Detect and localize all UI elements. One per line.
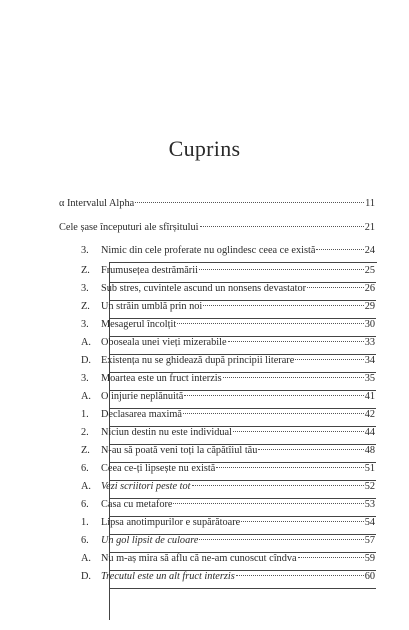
dot-leader — [177, 323, 363, 324]
toc-entry-alpha — [59, 197, 375, 211]
toc-subentry — [81, 408, 375, 422]
dot-leader — [203, 305, 363, 306]
toc-subentry-text: Frumusețea destrămării — [101, 265, 198, 276]
toc-subentry-page: 51 — [364, 463, 375, 474]
toc-subentry-page: 52 — [364, 481, 375, 492]
toc-subentry-text: Un gol lipsit de culoare — [101, 535, 199, 546]
toc-subentry — [81, 372, 375, 386]
toc-subentry-number: 1. — [81, 409, 89, 420]
toc-subentry-number: 6. — [81, 535, 89, 546]
dot-leader — [236, 575, 364, 576]
dot-leader — [316, 249, 363, 250]
dot-leader — [192, 485, 364, 486]
toc-subentry-text: O injurie neplănuită — [101, 391, 184, 402]
toc-entry-text: α Intervalul Alpha — [59, 198, 135, 209]
toc-subentry — [81, 480, 375, 494]
toc-subentry-page: 33 — [364, 337, 375, 348]
dot-leader — [295, 359, 363, 360]
toc-subentry-page: 25 — [364, 265, 375, 276]
toc-subentry-number: 6. — [81, 499, 89, 510]
dot-leader — [233, 431, 364, 432]
toc-subentry-number: 1. — [81, 517, 89, 528]
toc-subentry-page: 34 — [364, 355, 375, 366]
toc-subentry-page: 35 — [364, 373, 375, 384]
toc-subentry-page: 44 — [364, 427, 375, 438]
toc-subentry — [81, 318, 375, 332]
toc-subentry-text: Nu m-aș mira să aflu că ne-am cunoscut cîndva — [101, 553, 297, 564]
toc-subentry-number: Z. — [81, 301, 90, 312]
toc-subentry-text: Ceea ce-ți lipsește nu există — [101, 463, 216, 474]
toc-entry-sase-inceputuri — [59, 221, 375, 235]
toc-subentry — [81, 300, 375, 314]
toc-subentry-page: 24 — [364, 245, 375, 256]
toc-subentry-page: 53 — [364, 499, 375, 510]
dot-leader — [183, 413, 364, 414]
dot-leader — [307, 287, 364, 288]
dot-leader — [298, 557, 364, 558]
toc-subentry-number: Z. — [81, 265, 90, 276]
toc-subentry-number: A. — [81, 391, 92, 402]
toc-subentry — [81, 534, 375, 548]
toc-subentry — [81, 264, 375, 278]
toc-subentry-text: N-au să poată veni toți la căpătîiul tău — [101, 445, 258, 456]
toc-subentry-text: Existența nu se ghidează după principii literare — [101, 355, 295, 366]
toc-subentry — [81, 426, 375, 440]
toc-subentry-page: 26 — [364, 283, 375, 294]
dot-leader — [241, 521, 363, 522]
dot-leader — [258, 449, 363, 450]
toc-subentry — [81, 336, 375, 350]
toc-subentry-text: Declasarea maximă — [101, 409, 182, 420]
toc-subentry-number: 6. — [81, 463, 89, 474]
dot-leader — [223, 377, 364, 378]
dot-leader — [199, 269, 364, 270]
dot-leader — [135, 202, 364, 203]
toc-subentry — [81, 570, 375, 584]
toc-subentry-number: A. — [81, 481, 92, 492]
toc-subentry-page: 57 — [364, 535, 375, 546]
toc-subentry-page: 42 — [364, 409, 375, 420]
toc-subentry — [81, 552, 375, 566]
toc-subentry-number: 3. — [81, 283, 89, 294]
toc-subentry — [81, 282, 375, 296]
toc-subentry-page: 48 — [364, 445, 375, 456]
dot-leader — [173, 503, 363, 504]
toc-subentry-page: 41 — [364, 391, 375, 402]
toc-subentry-text: Trecutul este un alt fruct interzis — [101, 571, 235, 582]
toc-subentry-text: Casa cu metafore — [101, 499, 173, 510]
dot-leader — [216, 467, 363, 468]
toc-subentry-text: Vezi scriitori peste tot — [101, 481, 191, 492]
subentries-table-frame — [109, 262, 377, 620]
toc-subentry-number: Z. — [81, 445, 90, 456]
toc-subentry-number: 3. — [81, 319, 89, 330]
toc-subentry-text: Sub stres, cuvintele ascund un nonsens devastator — [101, 283, 307, 294]
toc-subentry-page: 60 — [364, 571, 375, 582]
toc-subentry — [81, 462, 375, 476]
toc-subentry-text: Un străin umblă prin noi — [101, 301, 203, 312]
toc-subentry-page: 29 — [364, 301, 375, 312]
toc-subentry-page: 54 — [364, 517, 375, 528]
toc-entry-text: Cele șase începuturi ale sfîrșitului — [59, 222, 199, 233]
toc-subentry-number: A. — [81, 553, 92, 564]
toc-subentry-text: Niciun destin nu este individual — [101, 427, 232, 438]
dot-leader — [184, 395, 363, 396]
toc-subentry-number: 3. — [81, 373, 89, 384]
dot-leader — [228, 341, 364, 342]
toc-subentry — [81, 354, 375, 368]
toc-subentry-text: Oboseala unei vieți mizerabile — [101, 337, 227, 348]
toc-subentry-number: D. — [81, 571, 92, 582]
toc-entry-page: 21 — [364, 222, 375, 233]
toc-subentry-page: 30 — [364, 319, 375, 330]
toc-subentry-text: Nimic din cele proferate nu oglindesc ceea ce există — [101, 245, 316, 256]
toc-subentry-number: A. — [81, 337, 92, 348]
toc-subentry-number: 2. — [81, 427, 89, 438]
toc-subentry-number: 3. — [81, 245, 89, 256]
toc-subentry — [81, 444, 375, 458]
toc-subentry-page: 59 — [364, 553, 375, 564]
toc-title: Cuprins — [168, 136, 241, 161]
toc-subentry-text: Lipsa anotimpurilor e supărătoare — [101, 517, 241, 528]
toc-subentry-text: Moartea este un fruct interzis — [101, 373, 222, 384]
toc-subentry — [81, 498, 375, 512]
toc-subentry — [81, 516, 375, 530]
toc-subentry — [81, 390, 375, 404]
table-row-rule — [109, 588, 376, 589]
toc-subentry-number: D. — [81, 355, 92, 366]
dot-leader — [200, 226, 364, 227]
toc-subentry-text: Mesagerul încolțit — [101, 319, 177, 330]
dot-leader — [199, 539, 363, 540]
toc-entry-page: 11 — [365, 198, 375, 209]
toc-subentry — [81, 244, 375, 258]
